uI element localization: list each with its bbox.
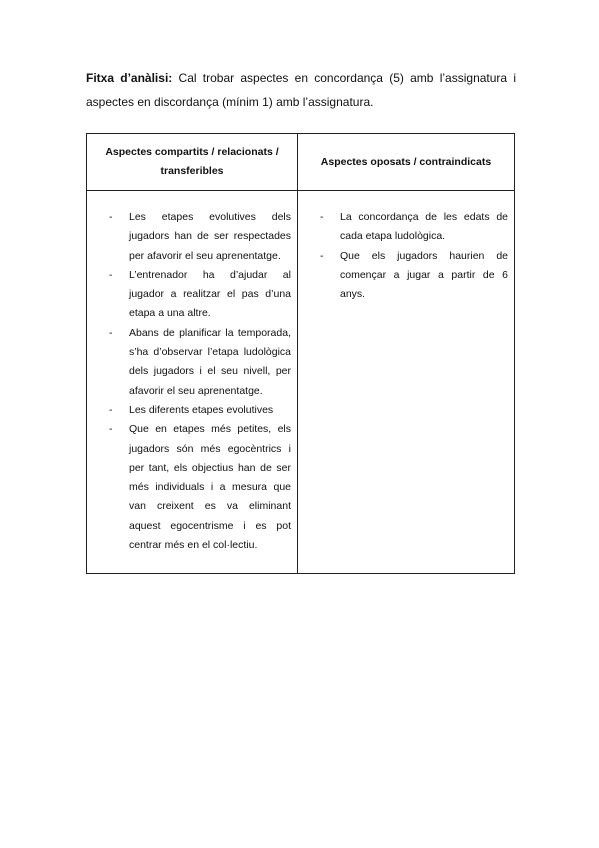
list-item: - Que en etapes més petites, els jugadors són més egocèntrics i per tant, els objectius han de ser més individuals i a mesura que van creixent es va eliminant aquest egocentrisme i es pot centrar més en el col·lectiu. bbox=[105, 420, 291, 555]
table-row bbox=[87, 191, 515, 574]
list-item: - L’entrenador ha d’ajudar al jugador a realitzar el pas d’una etapa a una altre. bbox=[105, 266, 291, 324]
intro-lead: Fitxa d’anàlisi: bbox=[86, 71, 173, 85]
intro-paragraph bbox=[86, 66, 516, 114]
opposed-aspects-cell bbox=[298, 191, 515, 574]
list-item: - Abans de planificar la temporada, s’ha d’observar l’etapa ludològica dels jugadors i el seu nivell, per afavorir el seu aprenentatge. bbox=[105, 324, 291, 401]
header-shared-aspects: Aspectes compartits / relacionats / transferibles bbox=[87, 134, 298, 191]
list-item: - Les etapes evolutives dels jugadors han de ser respectades per afavorir el seu aprenentatge. bbox=[105, 208, 291, 266]
opposed-aspects-list bbox=[316, 208, 508, 304]
table-header-row bbox=[87, 134, 515, 191]
intro-text: Cal trobar aspectes en concordança (5) amb l’assignatura i aspectes en discordança (mínim 1) amb l’assignatura. bbox=[86, 71, 517, 109]
analysis-table bbox=[86, 133, 515, 574]
header-opposed-aspects: Aspectes oposats / contraindicats bbox=[298, 134, 515, 191]
shared-aspects-list bbox=[105, 208, 291, 555]
list-item: - Les diferents etapes evolutives bbox=[105, 401, 291, 420]
shared-aspects-cell bbox=[87, 191, 298, 574]
list-item: - La concordança de les edats de cada etapa ludològica. bbox=[316, 208, 508, 247]
list-item: - Que els jugadors haurien de començar a jugar a partir de 6 anys. bbox=[316, 247, 508, 305]
